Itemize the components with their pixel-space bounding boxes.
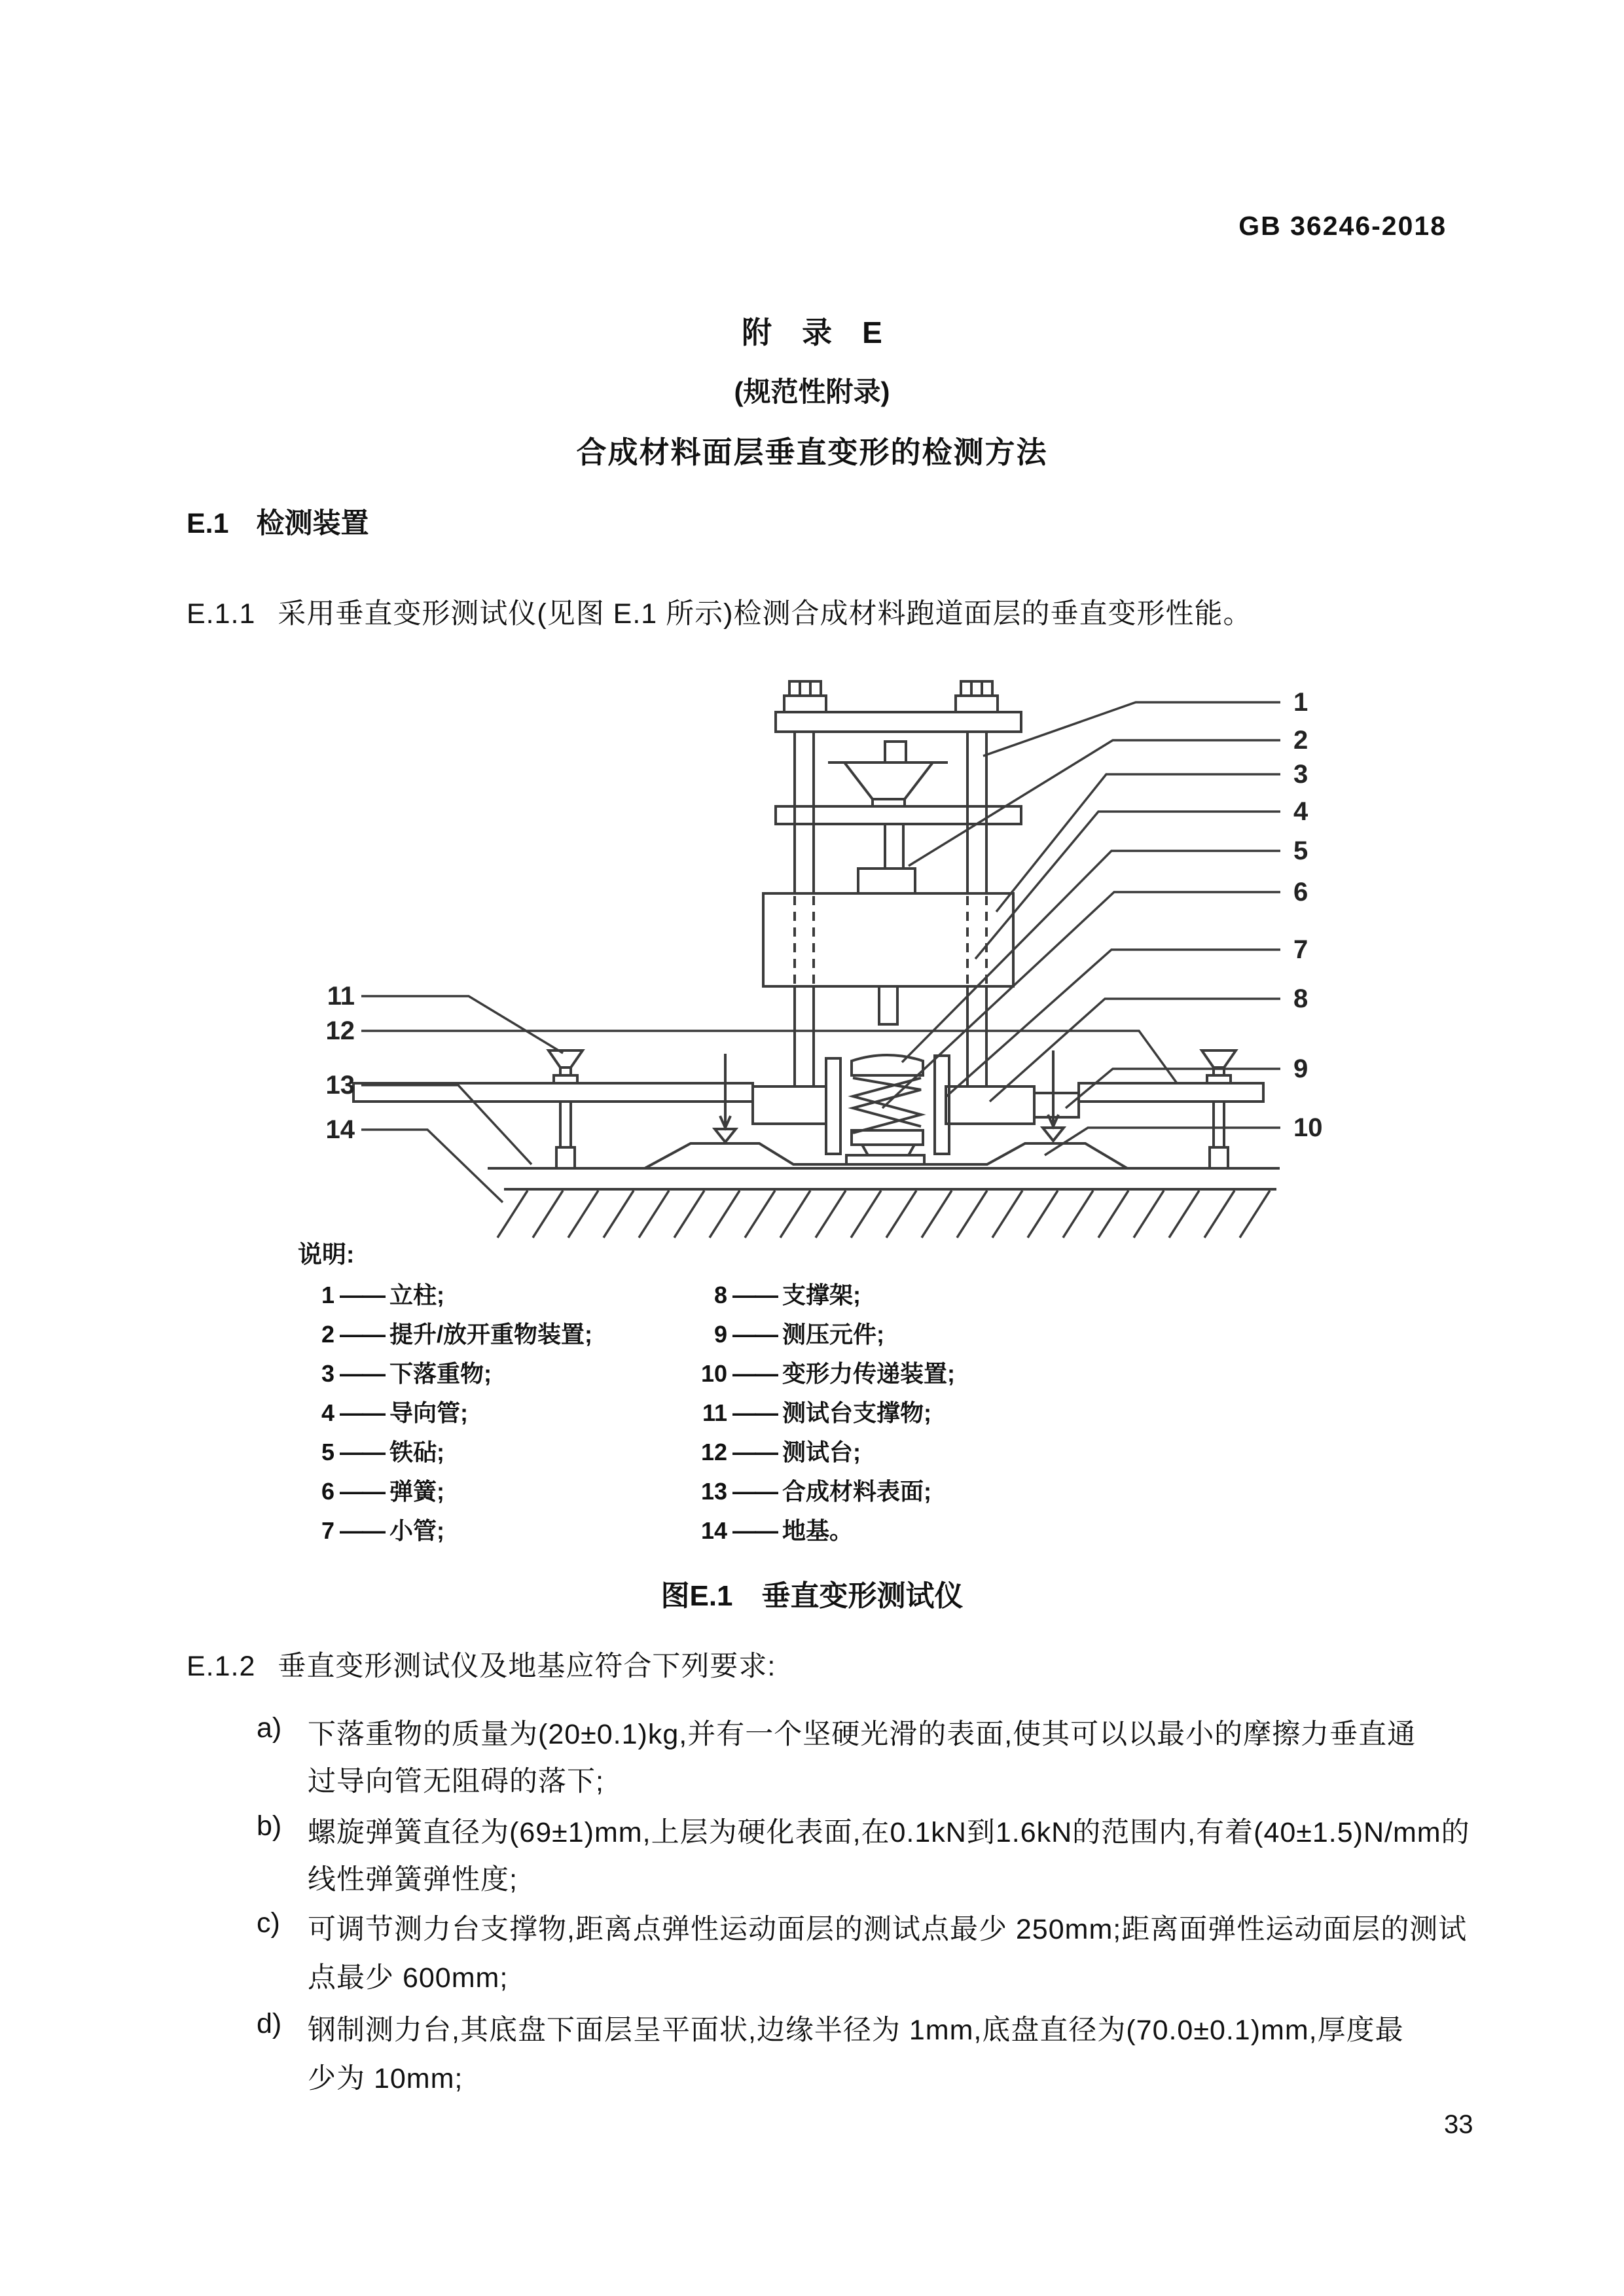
section-e1 — [187, 501, 369, 541]
spring-coil — [853, 1078, 921, 1126]
weight-stem — [879, 986, 897, 1024]
load-cell-block — [1034, 1093, 1079, 1117]
section-e1-number: E.1 — [187, 508, 229, 539]
legend-item: 9 —— 测压元件; — [713, 1321, 884, 1348]
legend-item: 1 —— 立柱; — [321, 1282, 444, 1308]
req-c-label: c) — [257, 1907, 280, 1939]
paragraph-e12-text: 垂直变形测试仪及地基应符合下列要求: — [278, 1651, 776, 1682]
ground-hatching — [497, 1191, 1270, 1238]
right-bolt-cap — [961, 681, 992, 696]
release-knob — [885, 742, 906, 762]
callout-1: 1 — [1293, 688, 1308, 717]
callout-11: 11 — [327, 982, 355, 1011]
legend-item: 7 —— 小管; — [321, 1517, 444, 1544]
datum-symbol-left — [715, 1054, 736, 1142]
left-bolt-base — [784, 696, 826, 712]
figure-caption: 图E.1 垂直变形测试仪 — [660, 1580, 964, 1612]
req-a-line1: 下落重物的质量为(20±0.1)kg,并有一个坚硬光滑的表面,使其可以以最小的摩擦力垂直通 — [308, 1719, 1416, 1750]
release-funnel — [844, 762, 933, 799]
paragraph-e12-number: E.1.2 — [187, 1651, 256, 1682]
base-foot — [846, 1155, 924, 1164]
spring-base — [852, 1130, 923, 1145]
paragraph-e11-text: 采用垂直变形测试仪(见图 E.1 所示)检测合成材料跑道面层的垂直变形性能。 — [278, 598, 1252, 630]
req-c-line1: 可调节测力台支撑物,距离点弹性运动面层的测试点最少 250mm;距离面弹性运动面层的测试 — [308, 1914, 1468, 1945]
release-rod — [885, 824, 903, 869]
req-a-line2: 过导向管无阻碍的落下; — [308, 1766, 604, 1797]
appendix-heading: 附 录 E — [742, 315, 882, 350]
section-e1-title: 检测装置 — [256, 508, 369, 539]
callout-9: 9 — [1293, 1054, 1308, 1083]
figure-legend — [298, 1234, 955, 1544]
callout-2: 2 — [1293, 726, 1308, 755]
req-c-line2: 点最少 600mm; — [308, 1962, 509, 1994]
req-b-label: b) — [257, 1810, 282, 1842]
callout-13: 13 — [325, 1071, 355, 1100]
legend-item: 6 —— 弹簧; — [321, 1478, 444, 1505]
req-b-line2: 线性弹簧弹性度; — [308, 1864, 518, 1895]
support-frame-left — [753, 1086, 826, 1124]
callout-7: 7 — [1293, 935, 1308, 964]
callout-5: 5 — [1293, 836, 1308, 865]
callout-12: 12 — [325, 1016, 355, 1045]
req-d-line1: 钢制测力台,其底盘下面层呈平面状,边缘半径为 1mm,底盘直径为(70.0±0.1)mm,厚度最 — [308, 2015, 1404, 2046]
legend-column-right — [691, 1276, 955, 1551]
legend-item: 11 —— 测试台支撑物; — [702, 1399, 931, 1426]
top-crossbar — [776, 712, 1021, 732]
callout-10: 10 — [1293, 1113, 1323, 1142]
legend-item: 3 —— 下落重物; — [321, 1360, 492, 1387]
leader-lines — [361, 702, 1280, 1202]
vertical-deformation-tester-figure — [262, 671, 1375, 1263]
legend-item: 5 —— 铁砧; — [321, 1439, 444, 1465]
appendix-type: (规范性附录) — [734, 376, 890, 407]
req-b-line1: 螺旋弹簧直径为(69±1)mm,上层为硬化表面,在0.1kN到1.6kN的范围内,有着(40±1.5)N/mm的 — [308, 1817, 1470, 1848]
callout-6: 6 — [1293, 878, 1308, 906]
left-bolt-cap — [789, 681, 821, 696]
paragraph-e11 — [187, 592, 1252, 632]
legend-item: 10 —— 变形力传递装置; — [700, 1360, 955, 1387]
legend-item: 14 —— 地基。 — [700, 1517, 854, 1544]
legend-item: 2 —— 提升/放开重物装置; — [321, 1321, 592, 1348]
req-a-label: a) — [257, 1712, 282, 1744]
req-d-label: d) — [257, 2008, 282, 2039]
callout-8: 8 — [1293, 984, 1308, 1013]
callout-numbers — [326, 688, 1323, 1144]
right-screw-funnel — [1202, 1050, 1236, 1067]
page-number: 33 — [1444, 2110, 1473, 2139]
falling-weight — [763, 893, 1013, 986]
legend-item: 13 —— 合成材料表面; — [700, 1478, 931, 1505]
guide-tube-dashed — [795, 896, 986, 984]
datum-symbol-right — [1043, 1050, 1064, 1141]
callout-4: 4 — [1293, 797, 1308, 826]
req-d-line2: 少为 10mm; — [308, 2063, 463, 2094]
legend-column-left — [298, 1276, 592, 1551]
legend-title: 说明: — [298, 1241, 355, 1268]
left-screw-funnel — [549, 1050, 583, 1067]
legend-item: 4 —— 导向管; — [321, 1399, 468, 1426]
paragraph-e11-number: E.1.1 — [187, 598, 256, 630]
apparatus-drawing — [353, 681, 1280, 1238]
small-tube-left — [826, 1058, 840, 1154]
test-platform-right — [1079, 1083, 1263, 1102]
legend-item: 12 —— 测试台; — [700, 1439, 861, 1465]
callout-14: 14 — [325, 1115, 355, 1144]
standard-code: GB 36246-2018 — [1238, 211, 1447, 241]
weight-connector — [858, 869, 915, 893]
support-frame-right — [946, 1086, 1034, 1124]
paragraph-e12 — [187, 1644, 776, 1684]
anvil — [852, 1055, 923, 1075]
legend-item: 8 —— 支撑架; — [713, 1282, 861, 1308]
right-bolt-base — [956, 696, 998, 712]
appendix-title: 合成材料面层垂直变形的检测方法 — [576, 435, 1048, 469]
callout-3: 3 — [1293, 760, 1308, 789]
